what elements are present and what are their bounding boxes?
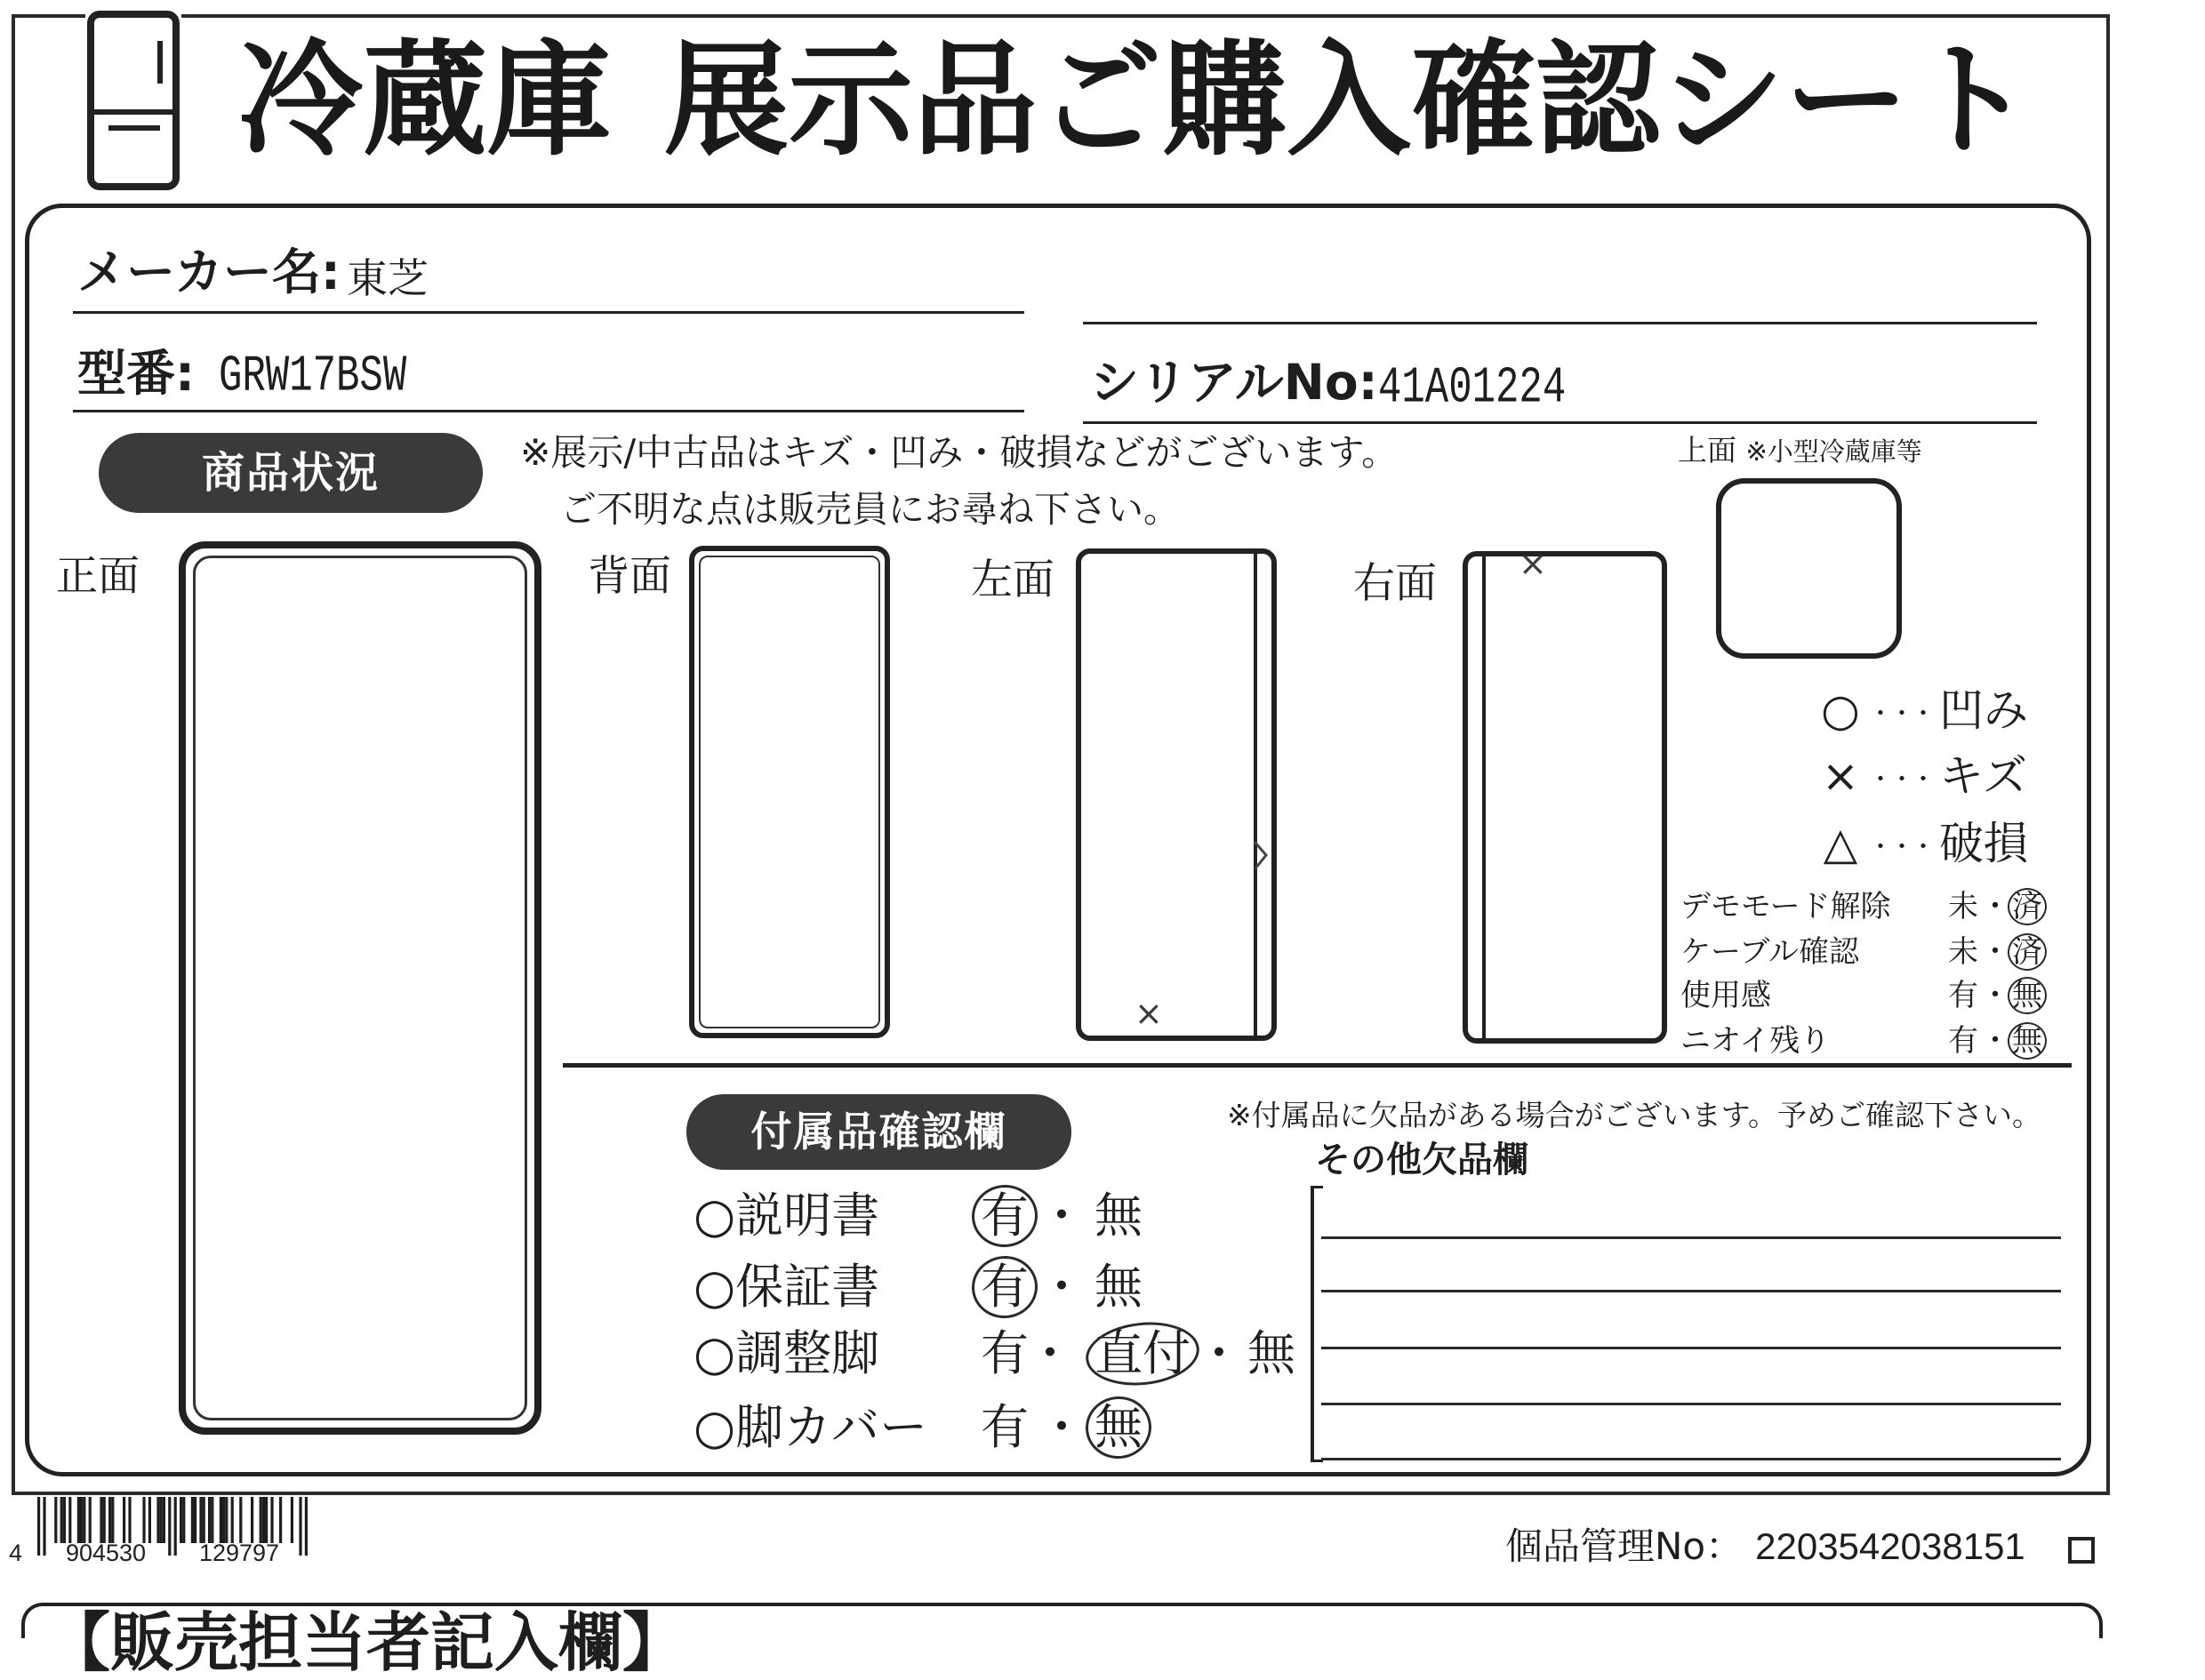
left-face-door-line	[1254, 554, 1257, 1036]
accessory-option: 無	[1094, 1188, 1143, 1244]
condition-notice-line2: ご不明な点は販売員にお尋ね下さい。	[560, 488, 1180, 531]
condition-notice-line1: ※展示/中古品はキズ・凹み・破損などがございます。	[520, 431, 1399, 474]
accessory-separator: ・	[1038, 1188, 1086, 1244]
accessory-manual-label: ○説明書	[694, 1188, 880, 1244]
checkbox	[2068, 1537, 2095, 1564]
barcode-bar	[77, 1497, 80, 1543]
right-face-label: 右面	[1353, 559, 1437, 608]
maker-value: 東芝	[347, 254, 429, 302]
barcode-bar	[60, 1497, 63, 1543]
barcode-bar	[68, 1497, 71, 1543]
barcode-bar	[231, 1497, 234, 1543]
barcode-bar	[222, 1497, 225, 1543]
accessory-option: 有	[981, 1259, 1029, 1315]
top-face-label	[1678, 433, 1922, 469]
condition-heading-text: 商品状況	[201, 448, 380, 498]
barcode-bar	[100, 1497, 102, 1543]
legend-meaning: 破損	[1939, 818, 2029, 869]
maker-label: メーカー名:	[77, 244, 341, 300]
circle-symbol: ○	[1821, 684, 1860, 736]
check-odor-label: ニオイ残り	[1680, 1023, 1831, 1059]
barcode-bar	[80, 1497, 83, 1543]
serial-underline	[1083, 421, 2037, 424]
maker-underline	[73, 311, 1024, 314]
model-value: GRW17BSW	[219, 348, 407, 406]
left-face-diagram	[1076, 548, 1277, 1041]
barcode-bar	[262, 1497, 265, 1543]
accessory-separator: ・	[1026, 1325, 1074, 1381]
blank-underline	[1083, 322, 2037, 324]
barcode-bar	[111, 1497, 114, 1543]
cross-symbol: ×	[1822, 750, 1859, 802]
barcode-bar	[37, 1497, 40, 1556]
blank-line	[1321, 1403, 2061, 1405]
check-option: 有	[1948, 1023, 1978, 1059]
left-face-handwritten-chevron	[1250, 839, 1271, 871]
barcode-bar	[239, 1497, 242, 1543]
right-face-diagram	[1463, 551, 1667, 1044]
accessory-option: 無	[1247, 1325, 1295, 1381]
barcode-bar	[163, 1497, 165, 1543]
barcode-bar	[203, 1497, 205, 1543]
legend-dots: ・・・	[1868, 698, 1933, 728]
section-divider	[563, 1063, 2072, 1068]
legend-dots: ・・・	[1868, 764, 1933, 794]
title-part2: 展示品ご購入確認シート	[664, 28, 2034, 173]
check-option: 有	[1948, 978, 1978, 1013]
blank-line	[1321, 1290, 2061, 1292]
barcode-bar	[168, 1497, 171, 1556]
barcode-bar	[220, 1497, 222, 1543]
barcode-first-digit: 4	[9, 1540, 23, 1566]
model-underline	[73, 410, 1024, 412]
barcode-bar	[156, 1497, 159, 1543]
barcode-right-digits: 129797	[198, 1540, 280, 1566]
other-missing-bracket	[1311, 1186, 1323, 1462]
condition-heading	[99, 433, 483, 513]
accessory-adjuster-label: ○調整脚	[694, 1325, 880, 1381]
barcode-bar	[199, 1497, 202, 1543]
check-option: 済	[2012, 934, 2042, 970]
barcode-bar	[43, 1497, 45, 1556]
legend-meaning: 凹み	[1939, 684, 2029, 736]
barcode-bar	[265, 1497, 268, 1543]
right-face-scratch-mark: ×	[1519, 544, 1547, 583]
accessory-option: 有	[981, 1188, 1029, 1244]
accessory-separator: ・	[1038, 1399, 1086, 1455]
barcode-bar	[160, 1497, 163, 1543]
barcode-bar	[83, 1497, 85, 1543]
check-separator: ・	[1980, 978, 2010, 1013]
front-face-diagram	[179, 541, 541, 1435]
barcode-bar	[142, 1497, 145, 1543]
item-no-label: 個品管理No：	[1505, 1524, 1744, 1568]
barcode-bar	[54, 1497, 57, 1543]
title-part1: 冷蔵庫	[238, 28, 613, 173]
check-option: 無	[2012, 978, 2042, 1013]
top-face-note: ※小型冷蔵庫等	[1745, 436, 1922, 467]
other-missing-heading: その他欠品欄	[1315, 1140, 1528, 1180]
item-no-value: 2203542038151	[1755, 1525, 2025, 1567]
barcode-bar	[211, 1497, 213, 1543]
legend-meaning: キズ	[1939, 750, 2028, 802]
check-option: 未	[1948, 934, 1978, 970]
barcode	[7, 1497, 311, 1564]
accessory-option: 無	[1094, 1259, 1143, 1315]
blank-line	[1321, 1347, 2061, 1349]
check-demo-mode-label: デモモード解除	[1680, 889, 1891, 924]
check-option: 済	[2012, 889, 2042, 924]
accessory-option: 無	[1094, 1399, 1143, 1455]
barcode-bar	[251, 1497, 253, 1543]
accessory-option: 有	[981, 1399, 1029, 1455]
check-usage-label: 使用感	[1680, 978, 1771, 1013]
accessory-warranty-label: ○保証書	[694, 1259, 880, 1315]
seller-section-title: 【販売担当者記入欄】	[46, 1605, 687, 1680]
left-face-label: 左面	[971, 556, 1054, 604]
blank-line	[1321, 1236, 2061, 1239]
check-separator: ・	[1980, 934, 2010, 970]
front-face-label: 正面	[56, 552, 140, 601]
model-label: 型番:	[77, 345, 195, 402]
barcode-bar	[305, 1497, 308, 1556]
serial-value: 41A01224	[1378, 359, 1567, 418]
accessory-separator: ・	[1038, 1259, 1086, 1315]
barcode-bar	[225, 1497, 228, 1543]
blank-line	[1321, 1458, 2061, 1460]
barcode-bar	[208, 1497, 211, 1543]
check-separator: ・	[1980, 1023, 2010, 1059]
check-option: 無	[2012, 1023, 2042, 1059]
barcode-bar	[180, 1497, 182, 1543]
back-face-diagram	[689, 546, 890, 1038]
barcode-bar	[182, 1497, 185, 1543]
refrigerator-icon	[85, 9, 181, 192]
right-face-door-line	[1482, 556, 1486, 1038]
accessory-option: 有	[981, 1325, 1029, 1381]
check-option: 未	[1948, 889, 1978, 924]
legend-scratch	[1815, 749, 2027, 806]
barcode-bar	[299, 1497, 301, 1556]
accessories-heading	[686, 1094, 1071, 1170]
barcode-left-digits: 904530	[65, 1540, 147, 1566]
top-face-diagram	[1716, 478, 1902, 659]
accessories-heading-text: 付属品確認欄	[750, 1108, 1007, 1156]
barcode-bar	[123, 1497, 125, 1543]
barcode-bar	[108, 1497, 111, 1543]
front-face-inner	[193, 556, 527, 1420]
accessories-notice: ※付属品に欠品がある場合がございます。予めご確認下さい。	[1227, 1098, 2042, 1132]
accessory-option: 直付	[1094, 1325, 1191, 1381]
barcode-bar	[103, 1497, 106, 1543]
check-cable-label: ケーブル確認	[1680, 934, 1859, 970]
barcode-bar	[260, 1497, 262, 1543]
legend-dots: ・・・	[1868, 831, 1933, 861]
barcode-bar	[63, 1497, 66, 1543]
barcode-bar	[174, 1497, 177, 1556]
accessory-leg-cover-label: ○脚カバー	[694, 1399, 928, 1455]
barcode-bar	[194, 1497, 196, 1543]
back-face-label: 背面	[588, 552, 671, 601]
barcode-bar	[270, 1497, 273, 1543]
barcode-bar	[291, 1497, 293, 1543]
legend-dent	[1815, 684, 2028, 740]
barcode-bar	[191, 1497, 194, 1543]
check-separator: ・	[1980, 889, 2010, 924]
top-face-label-text: 上面	[1678, 433, 1736, 468]
accessory-separator: ・	[1195, 1325, 1243, 1381]
item-management-number	[1505, 1524, 2025, 1569]
barcode-bar	[89, 1497, 92, 1543]
barcode-bar	[128, 1497, 131, 1543]
left-face-scratch-mark: ×	[1135, 994, 1163, 1033]
barcode-bar	[279, 1497, 282, 1543]
serial-label: シリアルNo:	[1090, 354, 1378, 411]
legend-damage	[1815, 817, 2028, 874]
back-face-inner	[699, 556, 880, 1028]
triangle-symbol: △	[1823, 818, 1858, 869]
barcode-bar	[148, 1497, 151, 1543]
